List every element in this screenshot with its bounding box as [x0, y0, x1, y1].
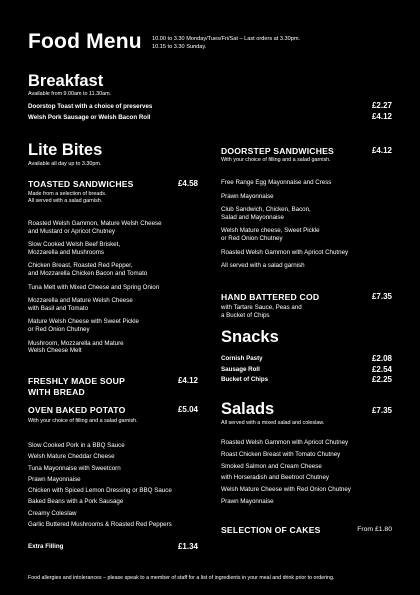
snack-item-name: Cornish Pasty [221, 355, 263, 362]
extra-filling-label: Extra Filling [28, 543, 64, 550]
snack-item-name: Bucket of Chips [221, 376, 269, 383]
snacks-heading: Snacks [221, 328, 279, 346]
toasted-sandwiches-price: £4.58 [177, 179, 198, 188]
breakfast-item-name: Doorstop Toast with a choice of preserves [28, 103, 153, 110]
soup-price: £4.12 [177, 376, 198, 385]
breakfast-item-price: £4.12 [371, 112, 392, 121]
list-item: with Horseradish and Beetroot Chutney [221, 474, 329, 482]
breakfast-heading: Breakfast [28, 72, 104, 90]
list-item: Roasted Welsh Gammon, Mature Welsh Cheese and Mustard or Apricot Chutney [28, 220, 162, 235]
list-item: Mushroom, Mozzarella and Mature Welsh Cheese Melt [28, 339, 124, 355]
snack-item-name: Sausage Roll [221, 366, 260, 373]
snack-item-price: £2.08 [371, 354, 392, 363]
list-item: Roasted Welsh Gammon with Apricot Chutney [221, 439, 349, 446]
lite-bites-heading: Lite Bites [28, 141, 103, 159]
list-item: Prawn Mayonnaise [221, 192, 274, 200]
potato-title: OVEN BAKED POTATO [28, 405, 126, 415]
toasted-sandwiches-list [28, 220, 218, 355]
hours-line-2: 10.15 to 3.30 Sunday. [152, 44, 207, 50]
list-item: All served with a salad garnish [221, 262, 305, 270]
cakes-price: From £1.80 [357, 526, 392, 533]
list-item: Slow Cooked Pork in a BBQ Sauce [28, 442, 125, 449]
cakes-title: SELECTION OF CAKES [221, 525, 321, 535]
cod-title: HAND BATTERED COD [221, 292, 320, 302]
potato-fillings-list [28, 440, 218, 530]
breakfast-item-price: £2.27 [371, 101, 392, 110]
breakfast-item-name: Welsh Pork Sausage or Welsh Bacon Roll [28, 114, 151, 121]
opening-hours [152, 35, 300, 51]
allergy-note: Food allergies and intolerances – please speak to a member of staff for a list of ingredients in your meal and drink prior to ordering. [28, 575, 335, 581]
list-item: Roast Chicken Breast with Tomato Chutney [221, 450, 341, 458]
list-item: Mature Welsh Cheese with Sweet Pickle or Red Onion Chutney [28, 318, 139, 333]
toasted-sandwiches-title: TOASTED SANDWICHES [28, 179, 134, 189]
toasted-sandwiches-desc: Made from a selection of breads. All served with a salad garnish. [28, 191, 107, 205]
soup-title: FRESHLY MADE SOUP WITH BREAD [28, 376, 125, 397]
list-item: Slow Cooked Welsh Beef Brisket, Mozzarella and Mushrooms [28, 241, 121, 256]
doorstep-sandwiches-list [221, 179, 401, 270]
doorstep-sandwiches-price: £4.12 [371, 146, 392, 155]
extra-filling-price: £1.34 [177, 542, 198, 551]
list-item: Baked Beans with a Pork Sausage [28, 498, 124, 506]
list-item: Welsh Mature cheese, Sweet Pickle or Red Onion Chutney [221, 227, 320, 242]
list-item: Club Sandwich, Chicken, Bacon, Salad and Mayonnaise [221, 206, 311, 221]
list-item: Chicken Breast, Roasted Red Pepper, and Mozzarella Chicken Bacon and Tomato [28, 262, 148, 277]
salads-price: £7.35 [371, 406, 392, 415]
potato-desc: With your choice of filling and a salad garnish. [28, 418, 138, 424]
list-item: Roasted Welsh Gammon with Apricot Chutney [221, 248, 349, 256]
list-item: Mozzarella and Mature Welsh Cheese with Basil and Tomato [28, 297, 133, 312]
list-item: Tuna Mayonnaise with Sweetcorn [28, 464, 121, 472]
list-item: Creamy Coleslaw [28, 509, 77, 517]
salads-desc: All served with a mixed salad and coleslaw. [221, 420, 325, 426]
snack-item-price: £2.54 [371, 365, 392, 374]
list-item: Garlic Buttered Mushrooms & Roasted Red Peppers [28, 521, 172, 529]
cod-desc: with Tartare Sauce, Peas and a Bucket of Chips [221, 304, 302, 319]
list-item: Smoked Salmon and Cream Cheese [221, 462, 322, 470]
salads-list [221, 437, 411, 508]
cod-price: £7.35 [371, 292, 392, 301]
list-item: Free Range Egg Mayonnaise and Cress [221, 179, 332, 186]
snack-item-price: £2.25 [371, 375, 392, 384]
list-item: Tuna Melt with Mixed Cheese and Spring Onion [28, 283, 160, 291]
lite-bites-subtitle: Available all day up to 3.30pm. [28, 161, 102, 167]
doorstep-sandwiches-desc: With your choice of filling and a salad garnish. [221, 157, 331, 163]
breakfast-subtitle: Available from 9.00am to 11.30am. [28, 91, 112, 97]
menu-title: Food Menu [28, 30, 142, 53]
list-item: Prawn Mayonnaise [28, 475, 81, 483]
list-item: Prawn Mayonnaise [221, 497, 274, 505]
potato-price: £5.04 [177, 405, 198, 414]
hours-line-1: 10.00 to 3.30 Monday/Tues/Fri/Sat – Last orders at 3.30pm. [152, 36, 301, 42]
doorstep-sandwiches-title: DOORSTEP SANDWICHES [221, 146, 334, 156]
list-item: Welsh Mature Cheese with Red Onion Chutney [221, 486, 351, 494]
list-item: Welsh Mature Cheddar Cheese [28, 453, 115, 461]
list-item: Chicken with Spiced Lemon Dressing or BBQ Sauce [28, 487, 172, 495]
salads-heading: Salads [221, 400, 275, 418]
